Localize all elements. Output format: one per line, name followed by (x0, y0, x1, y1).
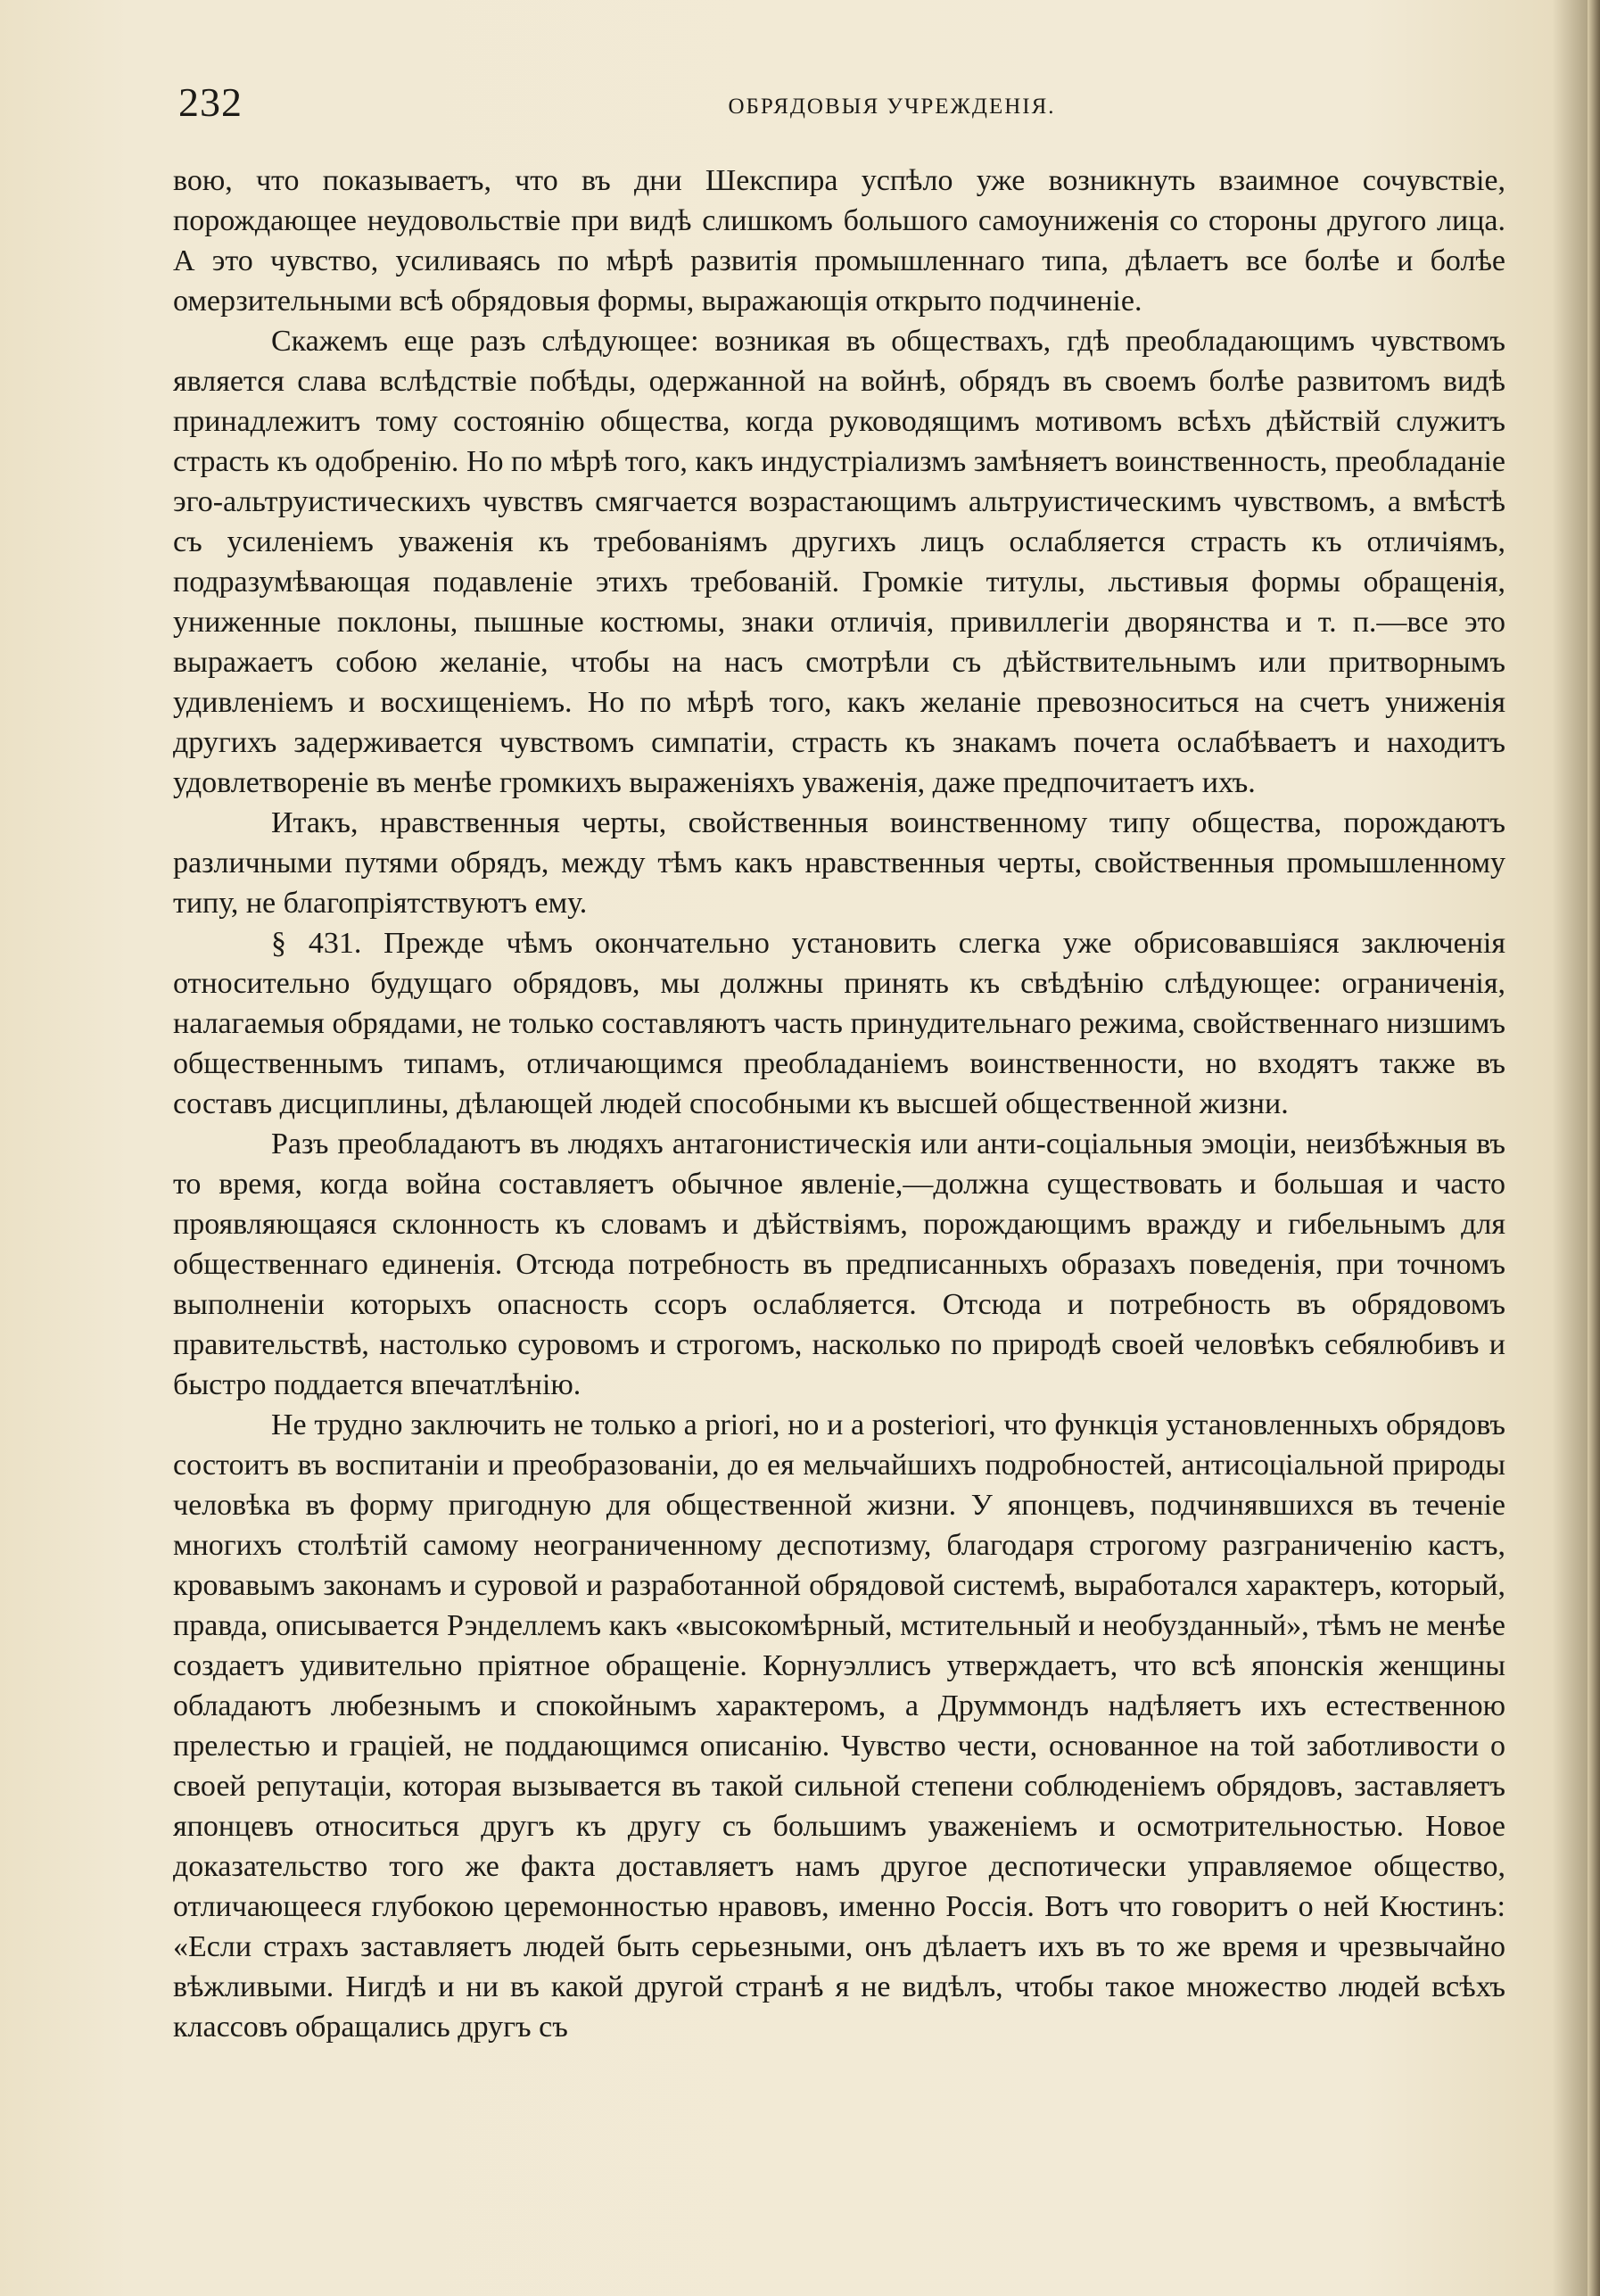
paragraph: Не трудно заключить не только a priori, но и a posteriori, что функція установленныхъ обрядовъ состоитъ въ воспитаніи и преобразованіи, до ея мельчайшихъ подробностей, антисоціальной природы человѣка въ форму пригодную для общественной жизни. У японцевъ, подчинявшихся въ теченіе многихъ столѣтій самому неограниченному деспотизму, благодаря строгому разграниченію кастъ, кровавымъ законамъ и суровой и разработанной обрядовой системѣ, выработался характеръ, который, правда, описывается Рэнделлемъ какъ «высокомѣрный, мстительный и необузданный», тѣмъ не менѣе создаетъ удивительно пріятное обращеніе. Корнуэллисъ утверждаетъ, что всѣ японскія женщины обладаютъ любезнымъ и спокойнымъ характеромъ, а Друммондъ надѣляетъ ихъ естественною прелестью и граціей, не поддающимся описанію. Чувство чести, основанное на той заботливости о своей репутаціи, которая вызывается въ такой сильной степени соблюденіемъ обрядовъ, заставляетъ японцевъ относиться другъ къ другу съ большимъ уваженіемъ и осмотрительностью. Новое доказательство того же факта доставляетъ намъ другое деспотически управляемое общество, отличающееся глубокою церемонностью нравовъ, именно Россія. Вотъ что говоритъ о ней Кюстинъ: «Если страхъ заставляетъ людей быть серьезными, онъ дѣлаетъ ихъ въ то же время и чрезвычайно вѣжливыми. Нигдѣ и ни въ какой другой странѣ я не видѣлъ, чтобы такое множество людей всѣхъ классовъ обращались другъ съ (173, 1408, 1505, 2044)
paragraph: Разъ преобладаютъ въ людяхъ антагонистическія или анти-соціальныя эмоціи, неизбѣжныя въ то время, когда война составляетъ обычное явленіе,—должна существовать и большая и часто проявляющаяся склонность къ словамъ и дѣйствіямъ, порождающимъ вражду и гибельнымъ для общественнаго единенія. Отсюда потребность въ предписанныхъ образахъ поведенія, при точномъ выполненіи которыхъ опасность ссоръ ослабляется. Отсюда и потребность въ обрядовомъ правительствѣ, настолько суровомъ и строгомъ, насколько по природѣ своей человѣкъ себялюбивъ и быстро поддается впечатлѣнію. (173, 1127, 1505, 1401)
page-number: 232 (178, 79, 243, 125)
running-head: ОБРЯДОВЫЯ УЧРЕЖДЕНІЯ. (728, 95, 1056, 119)
page-header (178, 78, 1498, 132)
paragraph: § 431. Прежде чѣмъ окончательно установить слегка уже обрисовавшіяся заключенія относительно будущаго обрядовъ, мы должны принять къ свѣдѣнію слѣдующее: ограниченія, налагаемыя обрядами, не только составляютъ часть принудительнаго режима, свойственнаго низшимъ общественнымъ типамъ, отличающимся преобладаніемъ воинственности, но входятъ также въ составъ дисциплины, дѣлающей людей способными къ высшей общественной жизни. (173, 927, 1505, 1120)
paragraph: Скажемъ еще разъ слѣдующее: возникая въ обществахъ, гдѣ преобладающимъ чувствомъ является слава вслѣдствіе побѣды, одержанной на войнѣ, обрядъ въ своемъ болѣе развитомъ видѣ принадлежитъ тому состоянію общества, когда руководящимъ мотивомъ всѣхъ дѣйствій служитъ страсть къ одобренію. Но по мѣрѣ того, какъ индустріализмъ замѣняетъ воинственность, преобладаніе эго-альтруистическихъ чувствъ смягчается возрастающимъ альтруистическимъ чувствомъ, а вмѣстѣ съ усиленіемъ уваженія къ требованіямъ другихъ лицъ ослабляется страсть къ отличіямъ, подразумѣвающая подавленіе этихъ требованій. Громкіе титулы, льстивыя формы обращенія, униженные поклоны, пышные костюмы, знаки отличія, привиллегіи дворянства и т. п.—все это выражаетъ собою желаніе, чтобы на насъ смотрѣли съ дѣйствительнымъ или притворнымъ удивленіемъ и восхищеніемъ. Но по мѣрѣ того, какъ желаніе превозноситься на счетъ униженія другихъ задерживается чувствомъ симпатіи, страсть къ знакамъ почета ослабѣваетъ и находитъ удовлетвореніе въ менѣе громкихъ выраженіяхъ уваженія, даже предпочитаетъ ихъ. (173, 325, 1505, 799)
paragraph: вою, что показываетъ, что въ дни Шекспира успѣло уже возникнуть взаимное сочувствіе, порождающее неудовольствіе при видѣ слишкомъ большого самоуниженія со стороны другого лица. А это чувство, усиливаясь по мѣрѣ развитія промышленнаго типа, дѣлаетъ все болѣе и болѣе омерзительными всѣ обрядовыя формы, выражающія открыто подчиненіе. (173, 164, 1505, 318)
body-text (173, 161, 1505, 2047)
page-edge (1588, 0, 1600, 2296)
paragraph: Итакъ, нравственныя черты, свойственныя воинственному типу общества, порождаютъ различными путями обрядъ, между тѣмъ какъ нравственныя черты, свойственныя промышленному типу, не благопріятствуютъ ему. (173, 806, 1505, 920)
